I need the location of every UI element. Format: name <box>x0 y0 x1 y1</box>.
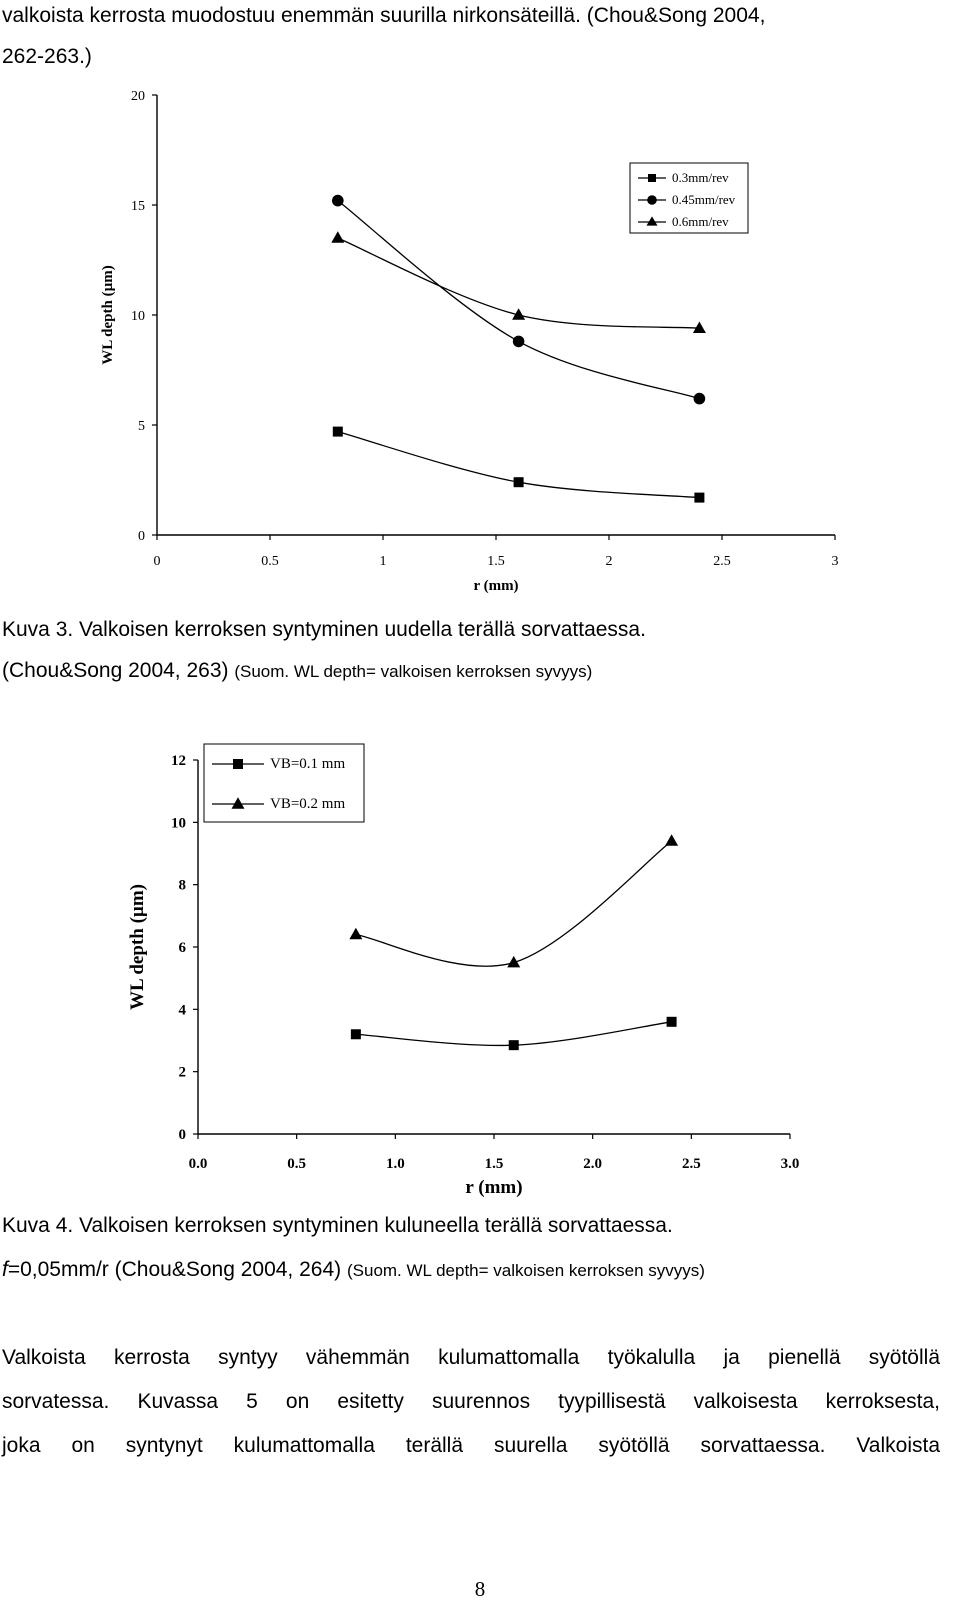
y-tick-label: 0 <box>178 1127 186 1143</box>
legend-label: VB=0.1 mm <box>270 756 346 772</box>
y-tick-label: 0 <box>138 529 145 544</box>
y-tick-label: 2 <box>178 1064 186 1081</box>
legend-marker <box>648 174 656 182</box>
x-tick-label: 0 <box>153 554 161 569</box>
data-point <box>331 231 344 243</box>
body-text-line: 262-263.) <box>2 45 92 68</box>
x-tick-label: 2.5 <box>713 554 731 569</box>
y-tick-label: 6 <box>178 940 186 956</box>
x-tick-label: 2.5 <box>681 1156 701 1172</box>
caption-source: (Chou&Song 2004, 263) <box>2 659 229 682</box>
chart-wl-depth-worn-tool <box>0 735 960 1205</box>
data-point <box>349 928 362 940</box>
legend-marker <box>647 195 657 205</box>
figure-caption-4-source <box>2 1257 705 1284</box>
data-point <box>333 427 343 437</box>
caption-text: Kuva 4. Valkoisen kerroksen syntyminen kuluneella terällä sorvattaessa. <box>2 1214 673 1237</box>
x-tick-label: 1 <box>379 554 387 569</box>
body-text-line: valkoista kerrosta muodostuu enemmän suurilla nirkonsäteillä. (Chou&Song 2004, <box>2 4 766 27</box>
data-point <box>665 834 678 846</box>
figure-caption-4 <box>2 1213 673 1239</box>
series-line <box>338 432 700 498</box>
figure-caption-3-source <box>2 658 592 685</box>
figure-caption-3 <box>2 617 646 643</box>
data-point <box>514 477 524 487</box>
data-point <box>332 195 344 207</box>
data-point <box>693 321 706 333</box>
x-tick-label: 1.5 <box>487 554 505 569</box>
caption-translation-note: (Suom. WL depth= valkoisen kerroksen syvyys) <box>234 662 593 681</box>
data-point <box>694 393 706 405</box>
caption-text: Kuva 3. Valkoisen kerroksen syntyminen uudella terällä sorvattaessa. <box>2 618 646 641</box>
x-tick-label: 0.5 <box>261 554 279 569</box>
legend-marker <box>233 759 243 769</box>
x-axis-label: r (mm) <box>473 578 519 594</box>
feed-symbol: f <box>2 1258 8 1281</box>
x-tick-label: 0.0 <box>188 1156 208 1172</box>
paragraph-line: Valkoista kerrosta syntyy vähemmän kulumattomalla työkalulla ja pienellä syötöllä <box>2 1346 940 1369</box>
x-tick-label: 3.0 <box>780 1156 800 1172</box>
chart-wl-depth-new-tool <box>0 80 960 600</box>
x-axis-label: r (mm) <box>465 1177 523 1198</box>
legend-label: 0.3mm/rev <box>672 170 729 185</box>
y-tick-label: 4 <box>178 1002 186 1019</box>
x-tick-label: 3 <box>831 554 839 569</box>
series-line <box>356 841 672 966</box>
paragraph-line: joka on syntynyt kulumattomalla terällä suurella syötöllä sorvattaessa. Valkoista <box>2 1434 940 1457</box>
y-tick-label: 10 <box>131 309 145 324</box>
x-tick-label: 2.0 <box>583 1156 603 1172</box>
paragraph-line: sorvatessa. Kuvassa 5 on esitetty suurennos tyypillisestä valkoisesta kerroksesta, <box>2 1390 940 1413</box>
page-number: 8 <box>474 1577 486 1601</box>
data-point <box>351 1029 361 1039</box>
caption-source: =0,05mm/r (Chou&Song 2004, 264) <box>7 1258 342 1281</box>
y-axis-label: WL depth (µm) <box>127 883 148 1011</box>
legend-label: 0.45mm/rev <box>672 192 736 207</box>
legend-label: 0.6mm/rev <box>672 214 729 229</box>
y-tick-label: 5 <box>138 419 145 434</box>
data-point <box>694 493 704 503</box>
data-point <box>509 1040 519 1050</box>
data-point <box>667 1017 677 1027</box>
y-tick-label: 8 <box>178 877 186 894</box>
y-tick-label: 12 <box>171 753 186 769</box>
x-tick-label: 1.0 <box>385 1156 405 1172</box>
y-axis-label: WL depth (µm) <box>100 265 116 365</box>
y-tick-label: 10 <box>171 815 186 832</box>
x-tick-label: 1.5 <box>484 1156 504 1172</box>
y-tick-label: 15 <box>131 199 145 214</box>
x-tick-label: 0.5 <box>287 1156 307 1172</box>
legend-label: VB=0.2 mm <box>270 796 346 812</box>
x-tick-label: 2 <box>605 554 613 569</box>
y-tick-label: 20 <box>131 89 145 104</box>
caption-translation-note: (Suom. WL depth= valkoisen kerroksen syvyys) <box>346 1261 705 1280</box>
data-point <box>513 336 525 348</box>
